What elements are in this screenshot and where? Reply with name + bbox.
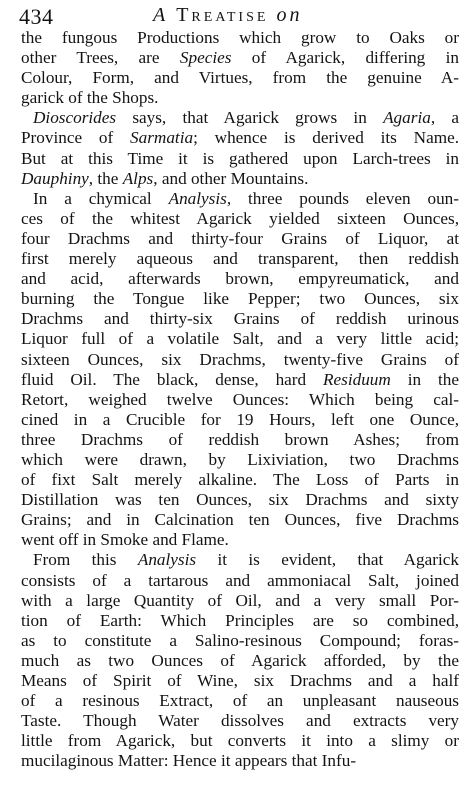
text-run: Grains; and in Calcination ten Ounces, five Drachms xyxy=(21,510,459,530)
italic-term: Residuum xyxy=(323,369,391,389)
text-line xyxy=(21,691,459,711)
running-title-article: A xyxy=(153,4,169,26)
running-title-preposition: on xyxy=(276,4,303,26)
text-line xyxy=(21,309,459,329)
text-line xyxy=(21,249,459,269)
text-line xyxy=(21,149,459,169)
text-line xyxy=(21,450,459,470)
italic-term: Agaria xyxy=(383,108,431,128)
text-run: Taste. Though Water dissolves and extracts very xyxy=(21,711,459,731)
italic-term: Dioscorides xyxy=(33,108,117,128)
text-line xyxy=(21,591,459,611)
text-line xyxy=(21,68,459,88)
paragraph xyxy=(21,189,459,551)
text-run: Means of Spirit of Wine, six Drachms and a half xyxy=(21,671,459,690)
paragraph xyxy=(21,108,459,188)
text-run: of fixt Salt merely alkaline. The Loss of Parts in xyxy=(21,470,459,490)
italic-term: Sarmatia xyxy=(130,128,194,148)
text-line xyxy=(21,571,459,591)
text-run: fluid Oil. The black, dense, hard xyxy=(21,369,324,389)
text-run: three Drachms of reddish brown Ashes; from xyxy=(21,429,459,449)
italic-term: Analysis xyxy=(168,188,227,208)
text-run: But at this Time it is gathered upon Larch-trees in xyxy=(21,148,459,168)
text-line xyxy=(21,350,459,370)
paragraph xyxy=(21,28,459,108)
text-run: In a chymical xyxy=(33,188,169,208)
text-line xyxy=(21,229,459,249)
italic-term: Dauphiny xyxy=(21,168,89,188)
running-title-word: Treatise xyxy=(176,4,269,26)
text-line xyxy=(21,390,459,410)
text-line xyxy=(21,711,459,731)
text-run: , and other Mountains. xyxy=(153,168,309,188)
text-run: , the xyxy=(88,168,123,188)
text-line xyxy=(21,550,459,570)
text-run: with a large Quantity of Oil, and a very small Por- xyxy=(21,590,459,610)
text-line xyxy=(21,329,459,349)
text-line xyxy=(21,289,459,309)
text-run: in the xyxy=(390,369,459,389)
text-line xyxy=(21,370,459,390)
text-run: sixteen Ounces, six Drachms, twenty-five Grains of xyxy=(21,349,459,369)
text-run: From this xyxy=(33,550,138,570)
text-run: first merely aqueous and transparent, then reddish xyxy=(21,249,459,269)
text-run: cined in a Crucible for 19 Hours, left one Ounce, xyxy=(21,409,459,429)
text-run: much as two Ounces of Agarick afforded, by the xyxy=(21,650,459,670)
text-run: little from Agarick, but converts it into a slimy or xyxy=(21,731,459,751)
text-run: the fungous Productions which grow to Oaks or xyxy=(21,28,459,47)
text-line xyxy=(21,530,459,550)
text-run: tion of Earth: Which Principles are so combined, xyxy=(21,610,459,630)
text-run: four Drachms and thirty-four Grains of Liquor, at xyxy=(21,228,459,248)
text-line xyxy=(21,430,459,450)
text-line xyxy=(21,48,459,68)
text-run: went off in Smoke and Flame. xyxy=(21,530,229,550)
paragraph xyxy=(21,550,459,771)
text-run: other Trees, are xyxy=(21,48,180,68)
text-line xyxy=(21,169,459,189)
text-line xyxy=(21,209,459,229)
text-line xyxy=(21,731,459,751)
body-text xyxy=(21,28,459,771)
text-run: of a resinous Extract, of an unpleasant nauseous xyxy=(21,691,459,711)
text-run: Liquor full of a volatile Salt, and a very little acid; xyxy=(21,329,459,349)
text-run: and acid, afterwards brown, empyreumatick, and xyxy=(21,269,459,289)
text-run: says, that Agarick grows in xyxy=(116,108,384,128)
running-title xyxy=(153,4,302,27)
text-run: Drachms and thirty-six Grains of reddish urinous xyxy=(21,309,459,329)
text-run: , three pounds eleven oun- xyxy=(226,188,459,208)
italic-term: Analysis xyxy=(137,550,197,570)
text-line xyxy=(21,189,459,209)
text-run: burning the Tongue like Pepper; two Ounces, six xyxy=(21,289,459,309)
text-run: Colour, Form, and Virtues, from the genuine A- xyxy=(21,68,459,88)
italic-term: Species xyxy=(179,48,232,68)
text-run: Retort, weighed twelve Ounces: Which being cal- xyxy=(21,389,459,409)
text-run: Province of xyxy=(21,128,131,148)
text-line xyxy=(21,490,459,510)
text-line xyxy=(21,651,459,671)
text-line xyxy=(21,671,459,691)
text-run: Distillation was ten Ounces, six Drachms and sixty xyxy=(21,490,459,510)
text-line xyxy=(21,128,459,148)
text-run: ; whence is derived its Name. xyxy=(193,128,459,148)
text-run: consists of a tartarous and ammoniacal Salt, joined xyxy=(21,570,459,590)
italic-term: Alps xyxy=(122,168,154,188)
text-run: garick of the Shops. xyxy=(21,88,159,108)
text-run: mucilaginous Matter: Hence it appears that Infu- xyxy=(21,751,357,771)
text-line xyxy=(21,611,459,631)
text-line xyxy=(21,631,459,651)
page-header xyxy=(21,2,459,32)
text-line xyxy=(21,410,459,430)
text-line xyxy=(21,510,459,530)
text-run: as to constitute a Salino-resinous Compound; foras- xyxy=(21,630,459,650)
text-run: , a xyxy=(430,108,459,128)
text-run: which were drawn, by Lixiviation, two Drachms xyxy=(21,449,459,469)
text-line xyxy=(21,470,459,490)
text-run: it is evident, that Agarick xyxy=(196,550,459,570)
text-line xyxy=(21,88,459,108)
text-run: of Agarick, differing in xyxy=(231,48,459,68)
text-line xyxy=(21,108,459,128)
text-line xyxy=(21,269,459,289)
text-line xyxy=(21,751,459,771)
page-number: 434 xyxy=(19,4,54,29)
text-run: ces of the whitest Agarick yielded sixteen Ounces, xyxy=(21,208,459,228)
